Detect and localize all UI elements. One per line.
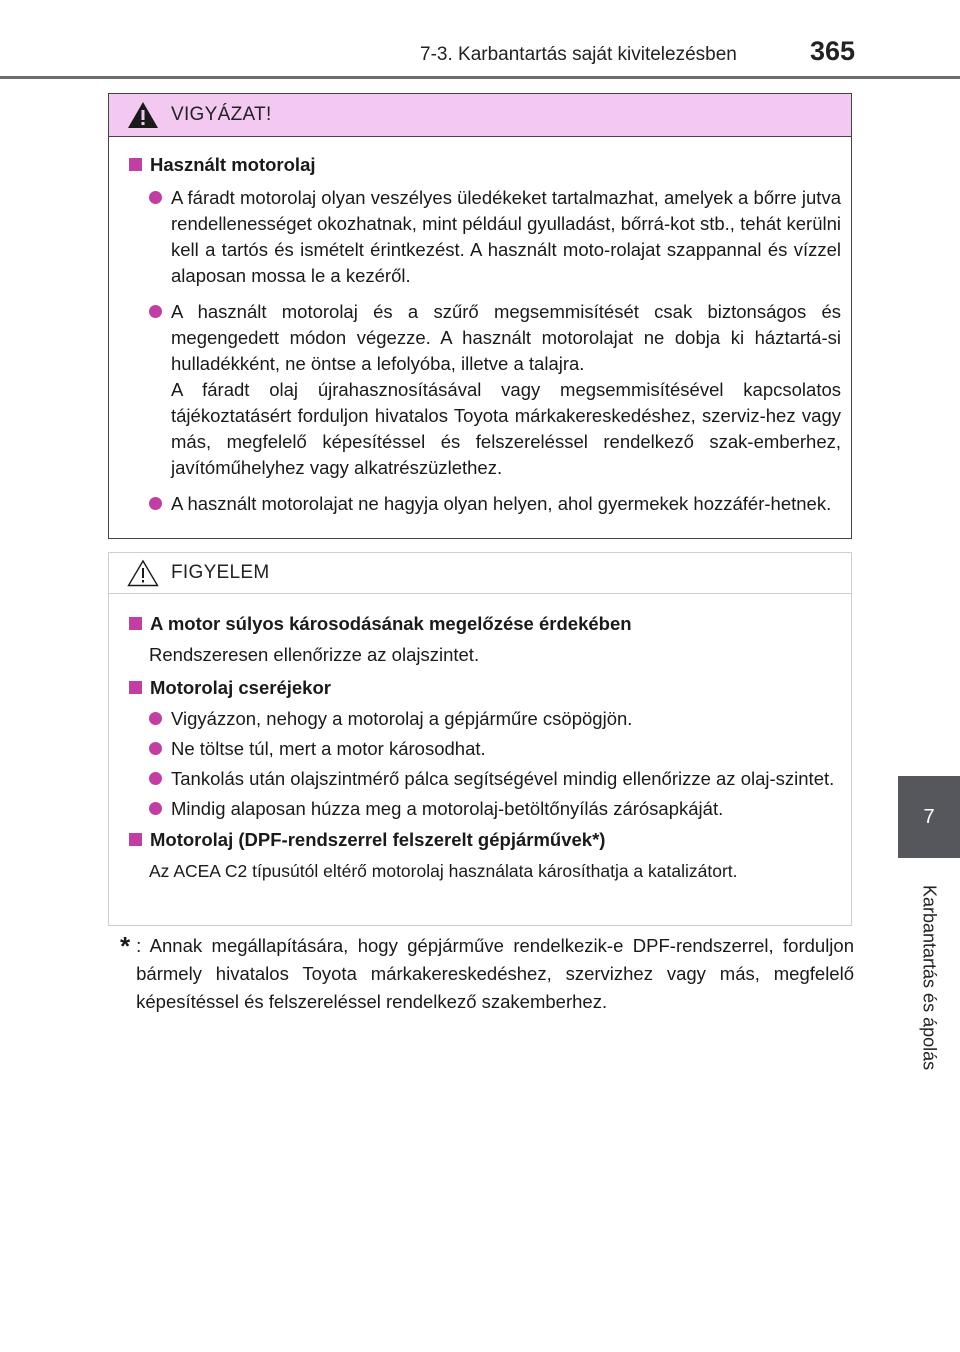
warning-title: VIGYÁZAT! — [171, 104, 272, 125]
caution-box — [108, 552, 852, 926]
footnote — [120, 932, 854, 1016]
round-bullet-icon — [149, 712, 162, 725]
list-item-text: Ne töltse túl, mert a motor károsodhat. — [171, 738, 486, 759]
square-bullet-icon — [129, 617, 142, 630]
round-bullet-icon — [149, 772, 162, 785]
section-heading — [127, 674, 841, 702]
section-heading — [127, 610, 841, 638]
section-text: Az ACEA C2 típusútól eltérő motorolaj használata károsíthatja a katalizátort. — [149, 861, 738, 881]
round-bullet-icon — [149, 305, 162, 318]
round-bullet-icon — [149, 497, 162, 510]
list-item — [149, 766, 841, 792]
list-item — [149, 796, 841, 822]
caution-triangle-icon — [127, 559, 159, 587]
list-item-text: A használt motorolajat ne hagyja olyan helyen, ahol gyermekek hozzáfér-hetnek. — [171, 493, 832, 514]
round-bullet-icon — [149, 742, 162, 755]
list-item — [149, 736, 841, 762]
list-item-text: A használt motorolaj és a szűrő megsemmisítését csak biztonságos és megengedett módon végezze. A használt motorolajat ne dobja ki háztartá-si hulladékként, ne öntse a lefolyóba, illetve a talajra. A fáradt olaj újrahasznosításával vagy megsemmisítésével kapcsolatos tájékoztatásért forduljon hivatalos Toyota márkakereskedéshez, szerviz-hez vagy más, megfelelő képesítéssel és felszereléssel rendelkező szak-emberhez, javítóműhelyhez vagy alkatrészüzlethez. — [171, 301, 841, 478]
section-heading — [127, 826, 841, 854]
caution-title: FIGYELEM — [171, 562, 270, 583]
list-item — [149, 491, 841, 517]
section-title: 7-3. Karbantartás saját kivitelezésben — [420, 44, 737, 65]
square-bullet-icon — [129, 681, 142, 694]
page-number: 365 — [810, 36, 856, 66]
header-divider — [0, 76, 960, 79]
chapter-number: 7 — [923, 805, 935, 828]
footnote-marker: * — [120, 931, 131, 961]
section-heading — [127, 151, 841, 179]
section-heading-text: Használt motorolaj — [150, 154, 316, 175]
section-text: Rendszeresen ellenőrizze az olajszintet. — [149, 644, 480, 665]
square-bullet-icon — [129, 833, 142, 846]
list-item-text: A fáradt motorolaj olyan veszélyes üledékeket tartalmazhat, amelyek a bőrre jutva rendellenességet okozhatnak, mint például gyulladást, bőrrá-kot stb., tehát kerülni kell a tartós és ismételt érintkezést. A használt moto-rolajat szappannal és vízzel alaposan mossa le a kezéről. — [171, 187, 841, 286]
caution-header — [109, 553, 851, 594]
chapter-label: Karbantartás és ápolás — [919, 885, 940, 1071]
warning-box — [108, 93, 852, 539]
square-bullet-icon — [129, 158, 142, 171]
list-item-text: Tankolás után olajszintmérő pálca segítségével mindig ellenőrizze az olaj-szintet. — [171, 768, 835, 789]
warning-triangle-icon — [127, 101, 159, 129]
warning-header — [109, 94, 851, 137]
round-bullet-icon — [149, 191, 162, 204]
section-heading-text: A motor súlyos károsodásának megelőzése érdekében — [150, 613, 632, 634]
list-item-text: Vigyázzon, nehogy a motorolaj a gépjárműre csöpögjön. — [171, 708, 633, 729]
footnote-text: : Annak megállapítására, hogy gépjárműve rendelkezik-e DPF-rendszerrel, forduljon bármely hivatalos Toyota márkakereskedéshez, szervizhez vagy más, megfelelő képesítéssel és felszereléssel rendelkező szakemberhez. — [136, 935, 854, 1012]
round-bullet-icon — [149, 802, 162, 815]
list-item — [149, 185, 841, 289]
list-item-text: Mindig alaposan húzza meg a motorolaj-betöltőnyílás zárósapkáját. — [171, 798, 724, 819]
section-heading-text: Motorolaj (DPF-rendszerrel felszerelt gépjárművek*) — [150, 829, 606, 850]
caution-body — [109, 594, 851, 884]
section-heading-text: Motorolaj cseréjekor — [150, 677, 331, 698]
list-item — [149, 299, 841, 481]
warning-body — [109, 137, 851, 517]
list-item — [149, 706, 841, 732]
chapter-side-label — [898, 868, 960, 1088]
chapter-tab — [898, 776, 960, 858]
